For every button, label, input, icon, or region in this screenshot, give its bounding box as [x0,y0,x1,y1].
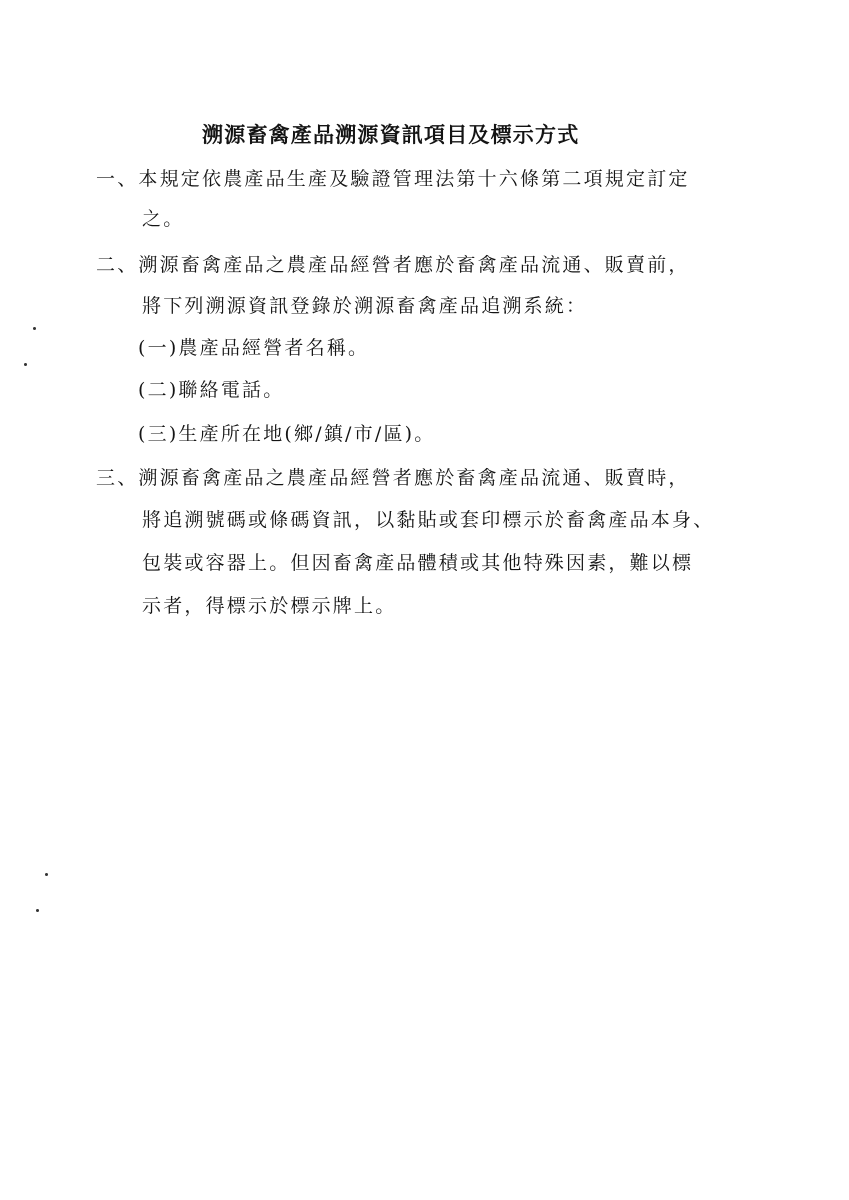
clause-3-line-3: 包裝或容器上。但因畜禽產品體積或其他特殊因素，難以標 [142,552,694,574]
clause-3-line-2: 將追溯號碼或條碼資訊，以黏貼或套印標示於畜禽產品本身、 [142,509,715,531]
scan-speck [24,363,27,366]
clause-1-line-2: 之。 [142,208,185,230]
scan-speck [45,873,48,876]
scan-speck [33,327,36,330]
clause-2-line-2: 將下列溯源資訊登錄於溯源畜禽產品追溯系統： [142,295,588,317]
clause-3-line-1: 三、溯源畜禽產品之農產品經營者應於畜禽產品流通、販賣時， [96,467,690,489]
clause-2-item-2: (二)聯絡電話。 [138,379,285,401]
scan-speck [36,909,39,912]
clause-2-item-1: (一)農產品經營者名稱。 [138,337,370,359]
clause-3-line-4: 示者，得標示於標示牌上。 [142,595,397,617]
clause-2-line-1: 二、溯源畜禽產品之農產品經營者應於畜禽產品流通、販賣前， [96,254,690,276]
document-title: 溯源畜禽產品溯源資訊項目及標示方式 [202,122,580,147]
clause-1-line-1: 一、本規定依農產品生產及驗證管理法第十六條第二項規定訂定 [96,168,690,190]
clause-2-item-3: (三)生產所在地(鄉/鎮/市/區)。 [138,423,436,445]
